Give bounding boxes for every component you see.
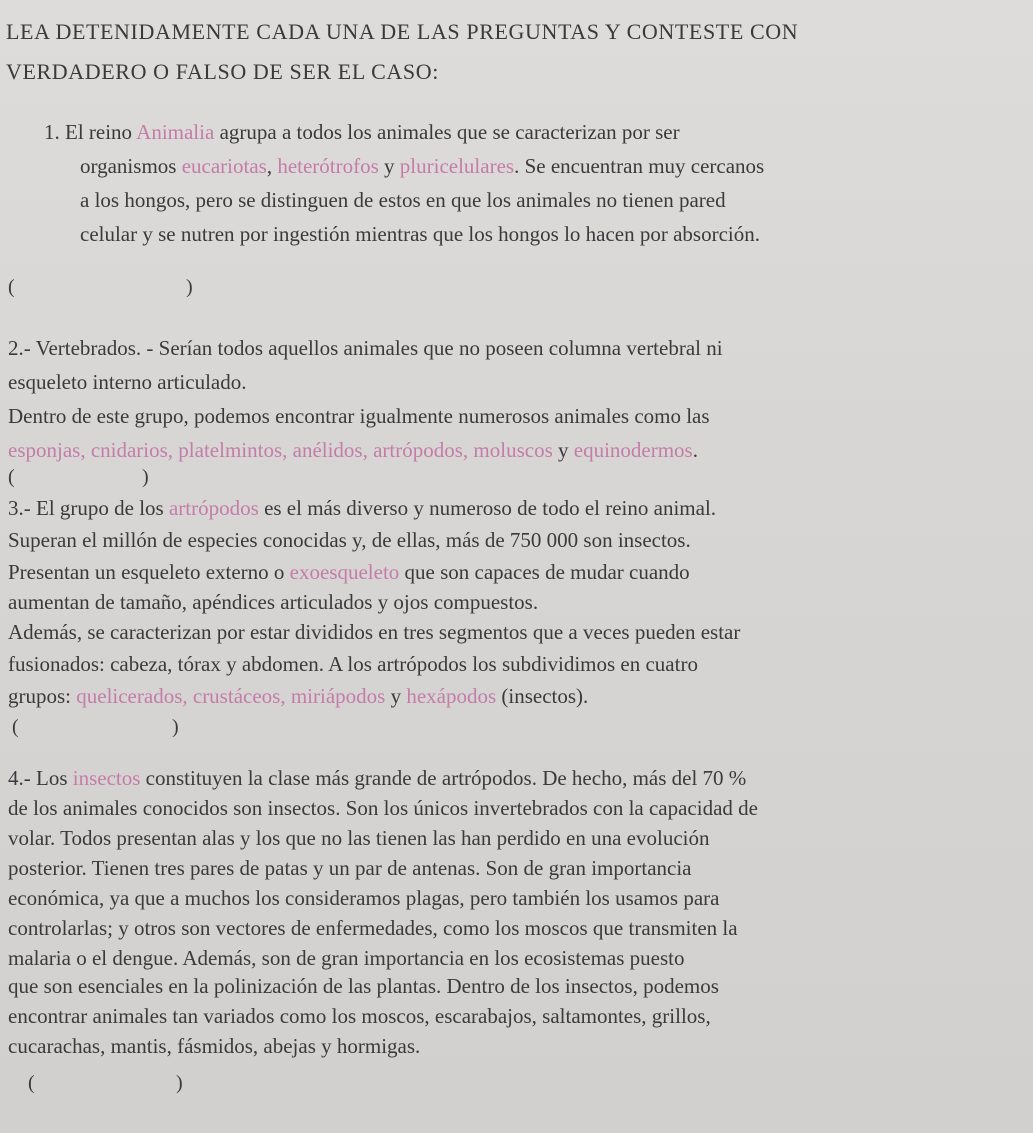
q4-line-3: volar. Todos presentan alas y los que no las tienen las han perdido en una evolución [8, 826, 710, 850]
q4-line-8: que son esenciales en la polinización de las plantas. Dentro de los insectos, podemos [8, 974, 719, 998]
q3-line-1: 3.- El grupo de los artrópodos es el más diverso y numeroso de todo el reino animal. [8, 496, 717, 520]
q3-line-5: Además, se caracterizan por estar divididos en tres segmentos que a veces pueden estar [8, 620, 741, 644]
q2-answer-open: ( [8, 466, 15, 488]
q1-line-4: celular y se nutren por ingestión mientras que los hongos lo hacen por absorción. [80, 222, 760, 246]
q3-answer-open: ( [12, 716, 19, 738]
q2-line-3: Dentro de este grupo, podemos encontrar igualmente numerosos animales como las [8, 404, 710, 428]
q3-answer-close: ) [172, 716, 179, 738]
q2-line-2: esqueleto interno articulado. [8, 370, 247, 394]
q4-line-10: cucarachas, mantis, fásmidos, abejas y hormigas. [8, 1034, 421, 1058]
q3-line-2: Superan el millón de especies conocidas y, de ellas, más de 750 000 son insectos. [8, 528, 691, 552]
q4-line-6: controlarlas; y otros son vectores de enfermedades, como los moscos que transmiten la [8, 916, 738, 940]
q3-line-7: grupos: quelicerados, crustáceos, miriápodos y hexápodos (insectos). [8, 684, 589, 708]
instructions-line-2: VERDADERO O FALSO DE SER EL CASO: [6, 59, 439, 84]
q1-line-2: organismos eucariotas, heterótrofos y pluricelulares. Se encuentran muy cercanos [80, 154, 765, 178]
q2-answer-close: ) [142, 466, 149, 488]
q4-line-2: de los animales conocidos son insectos. Son los únicos invertebrados con la capacidad de [8, 796, 758, 820]
q4-line-1: 4.- Los insectos constituyen la clase más grande de artrópodos. De hecho, más del 70 % [8, 766, 747, 790]
q4-line-5: económica, ya que a muchos los consideramos plagas, pero también los usamos para [8, 886, 720, 910]
instructions-line-1: LEA DETENIDAMENTE CADA UNA DE LAS PREGUNTAS Y CONTESTE CON [6, 19, 799, 44]
q4-line-7: malaria o el dengue. Además, son de gran importancia en los ecosistemas puesto [8, 946, 685, 970]
q4-line-9: encontrar animales tan variados como los moscos, escarabajos, saltamontes, grillos, [8, 1004, 711, 1028]
q1-answer-open: ( [8, 276, 15, 298]
q2-line-4: esponjas, cnidarios, platelmintos, anélidos, artrópodos, moluscos y equinodermos. [8, 438, 698, 462]
q2-line-1: 2.- Vertebrados. - Serían todos aquellos animales que no poseen columna vertebral ni [8, 336, 723, 360]
q3-line-3: Presentan un esqueleto externo o exoesqueleto que son capaces de mudar cuando [8, 560, 690, 584]
q3-line-4: aumentan de tamaño, apéndices articulados y ojos compuestos. [8, 590, 539, 614]
q4-answer-close: ) [176, 1072, 183, 1094]
q1-answer-close: ) [186, 276, 193, 298]
q4-line-4: posterior. Tienen tres pares de patas y un par de antenas. Son de gran importancia [8, 856, 692, 880]
q1-line-3: a los hongos, pero se distinguen de estos en que los animales no tienen pared [80, 188, 726, 212]
q3-line-6: fusionados: cabeza, tórax y abdomen. A los artrópodos los subdividimos en cuatro [8, 652, 698, 676]
q1-line-1: 1. El reino Animalia agrupa a todos los animales que se caracterizan por ser [44, 120, 680, 144]
q4-answer-open: ( [28, 1072, 35, 1094]
